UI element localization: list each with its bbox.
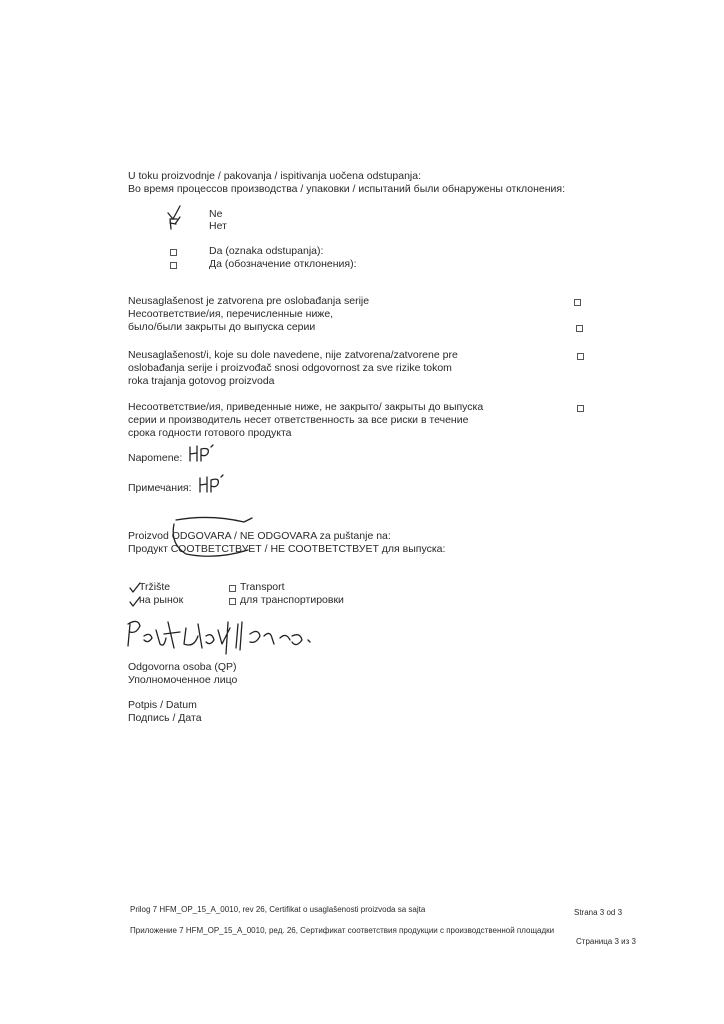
no-checkmark-icon	[166, 203, 188, 231]
nonconformity-open-sr-3: roka trajanja gotovog proizvoda	[128, 375, 275, 387]
nonconformity-open-sr-2: oslobađanja serije i proizvođač snosi odgovornost za sve rizike tokom	[128, 362, 452, 374]
yes-checkbox-ru[interactable]	[170, 262, 177, 269]
transport-label-sr: Transport	[240, 581, 285, 593]
nonconformity-open-ru-2: серии и производитель несет ответственность за все риски в течение	[128, 414, 469, 426]
sign-date-label-sr: Potpis / Datum	[128, 699, 197, 711]
person-label-ru: Уполномоченное лицо	[128, 674, 238, 686]
deviations-heading-sr: U toku proizvodnje / pakovanja / ispitivanja uočena odstupanja:	[128, 170, 422, 182]
option-no-sr: Ne	[209, 208, 223, 220]
notes-label-sr: Napomene:	[128, 452, 183, 464]
person-label-sr: Odgovorna osoba (QP)	[128, 661, 237, 673]
option-yes-sr: Da (oznaka odstupanja):	[209, 245, 324, 257]
release-circle-mark	[164, 514, 260, 560]
release-line-ru: Продукт СООТВЕТСТВУЕТ / НЕ СООТВЕТСТВУЕТ для выпуска:	[128, 543, 446, 555]
notes-handwritten-hp	[186, 443, 216, 465]
footer-line-sr: Prilog 7 HFM_OP_15_A_0010, rev 26, Certifikat o usaglašenosti proizvoda sa sajta	[130, 905, 426, 914]
market-label-ru: на рынок	[139, 594, 184, 606]
footer-page-ru: Страница 3 из 3	[576, 937, 636, 946]
footer-page-sr: Strana 3 od 3	[574, 908, 623, 917]
open-checkbox-ru[interactable]	[577, 405, 584, 412]
release-line-sr: Proizvod ODGOVARA / NE ODGOVARA za puštanje na:	[128, 530, 391, 542]
option-yes-ru: Да (обозначение отклонения):	[209, 258, 357, 270]
open-checkbox[interactable]	[577, 353, 584, 360]
nonconformity-closed-ru-1: Несоответствие/ия, перечисленные ниже,	[128, 308, 334, 320]
closed-checkbox[interactable]	[574, 299, 581, 306]
transport-checkbox-ru[interactable]	[229, 598, 236, 605]
transport-checkbox[interactable]	[229, 585, 236, 592]
handwritten-signature	[124, 614, 314, 658]
yes-checkbox[interactable]	[170, 249, 177, 256]
market-label-sr: Tržište	[139, 581, 171, 593]
transport-label-ru: для транспортировки	[240, 594, 344, 606]
nonconformity-closed-ru-2: было/были закрыты до выпуска серии	[128, 321, 316, 333]
notes-handwritten-hp-ru	[196, 472, 226, 496]
option-no-ru: Нет	[209, 220, 227, 232]
nonconformity-open-sr-1: Neusaglašenost/i, koje su dole navedene, nije zatvorena/zatvorene pre	[128, 349, 458, 361]
nonconformity-open-ru-1: Несоответствие/ия, приведенные ниже, не закрыто/ закрыты до выпуска	[128, 401, 484, 413]
deviations-heading-ru: Во время процессов производства / упаковки / испытаний были обнаружены отклонения:	[128, 183, 565, 195]
nonconformity-closed-sr: Neusaglašenost je zatvorena pre oslobađanja serije	[128, 295, 370, 307]
sign-date-label-ru: Подпись / Дата	[128, 712, 202, 724]
footer-line-ru: Приложение 7 HFM_OP_15_A_0010, ред. 26, Сертификат соответствия продукции с производственной площадки	[130, 926, 555, 935]
notes-label-ru: Примечания:	[128, 482, 192, 494]
closed-checkbox-ru[interactable]	[576, 325, 583, 332]
nonconformity-open-ru-3: срока годности готового продукта	[128, 427, 292, 439]
